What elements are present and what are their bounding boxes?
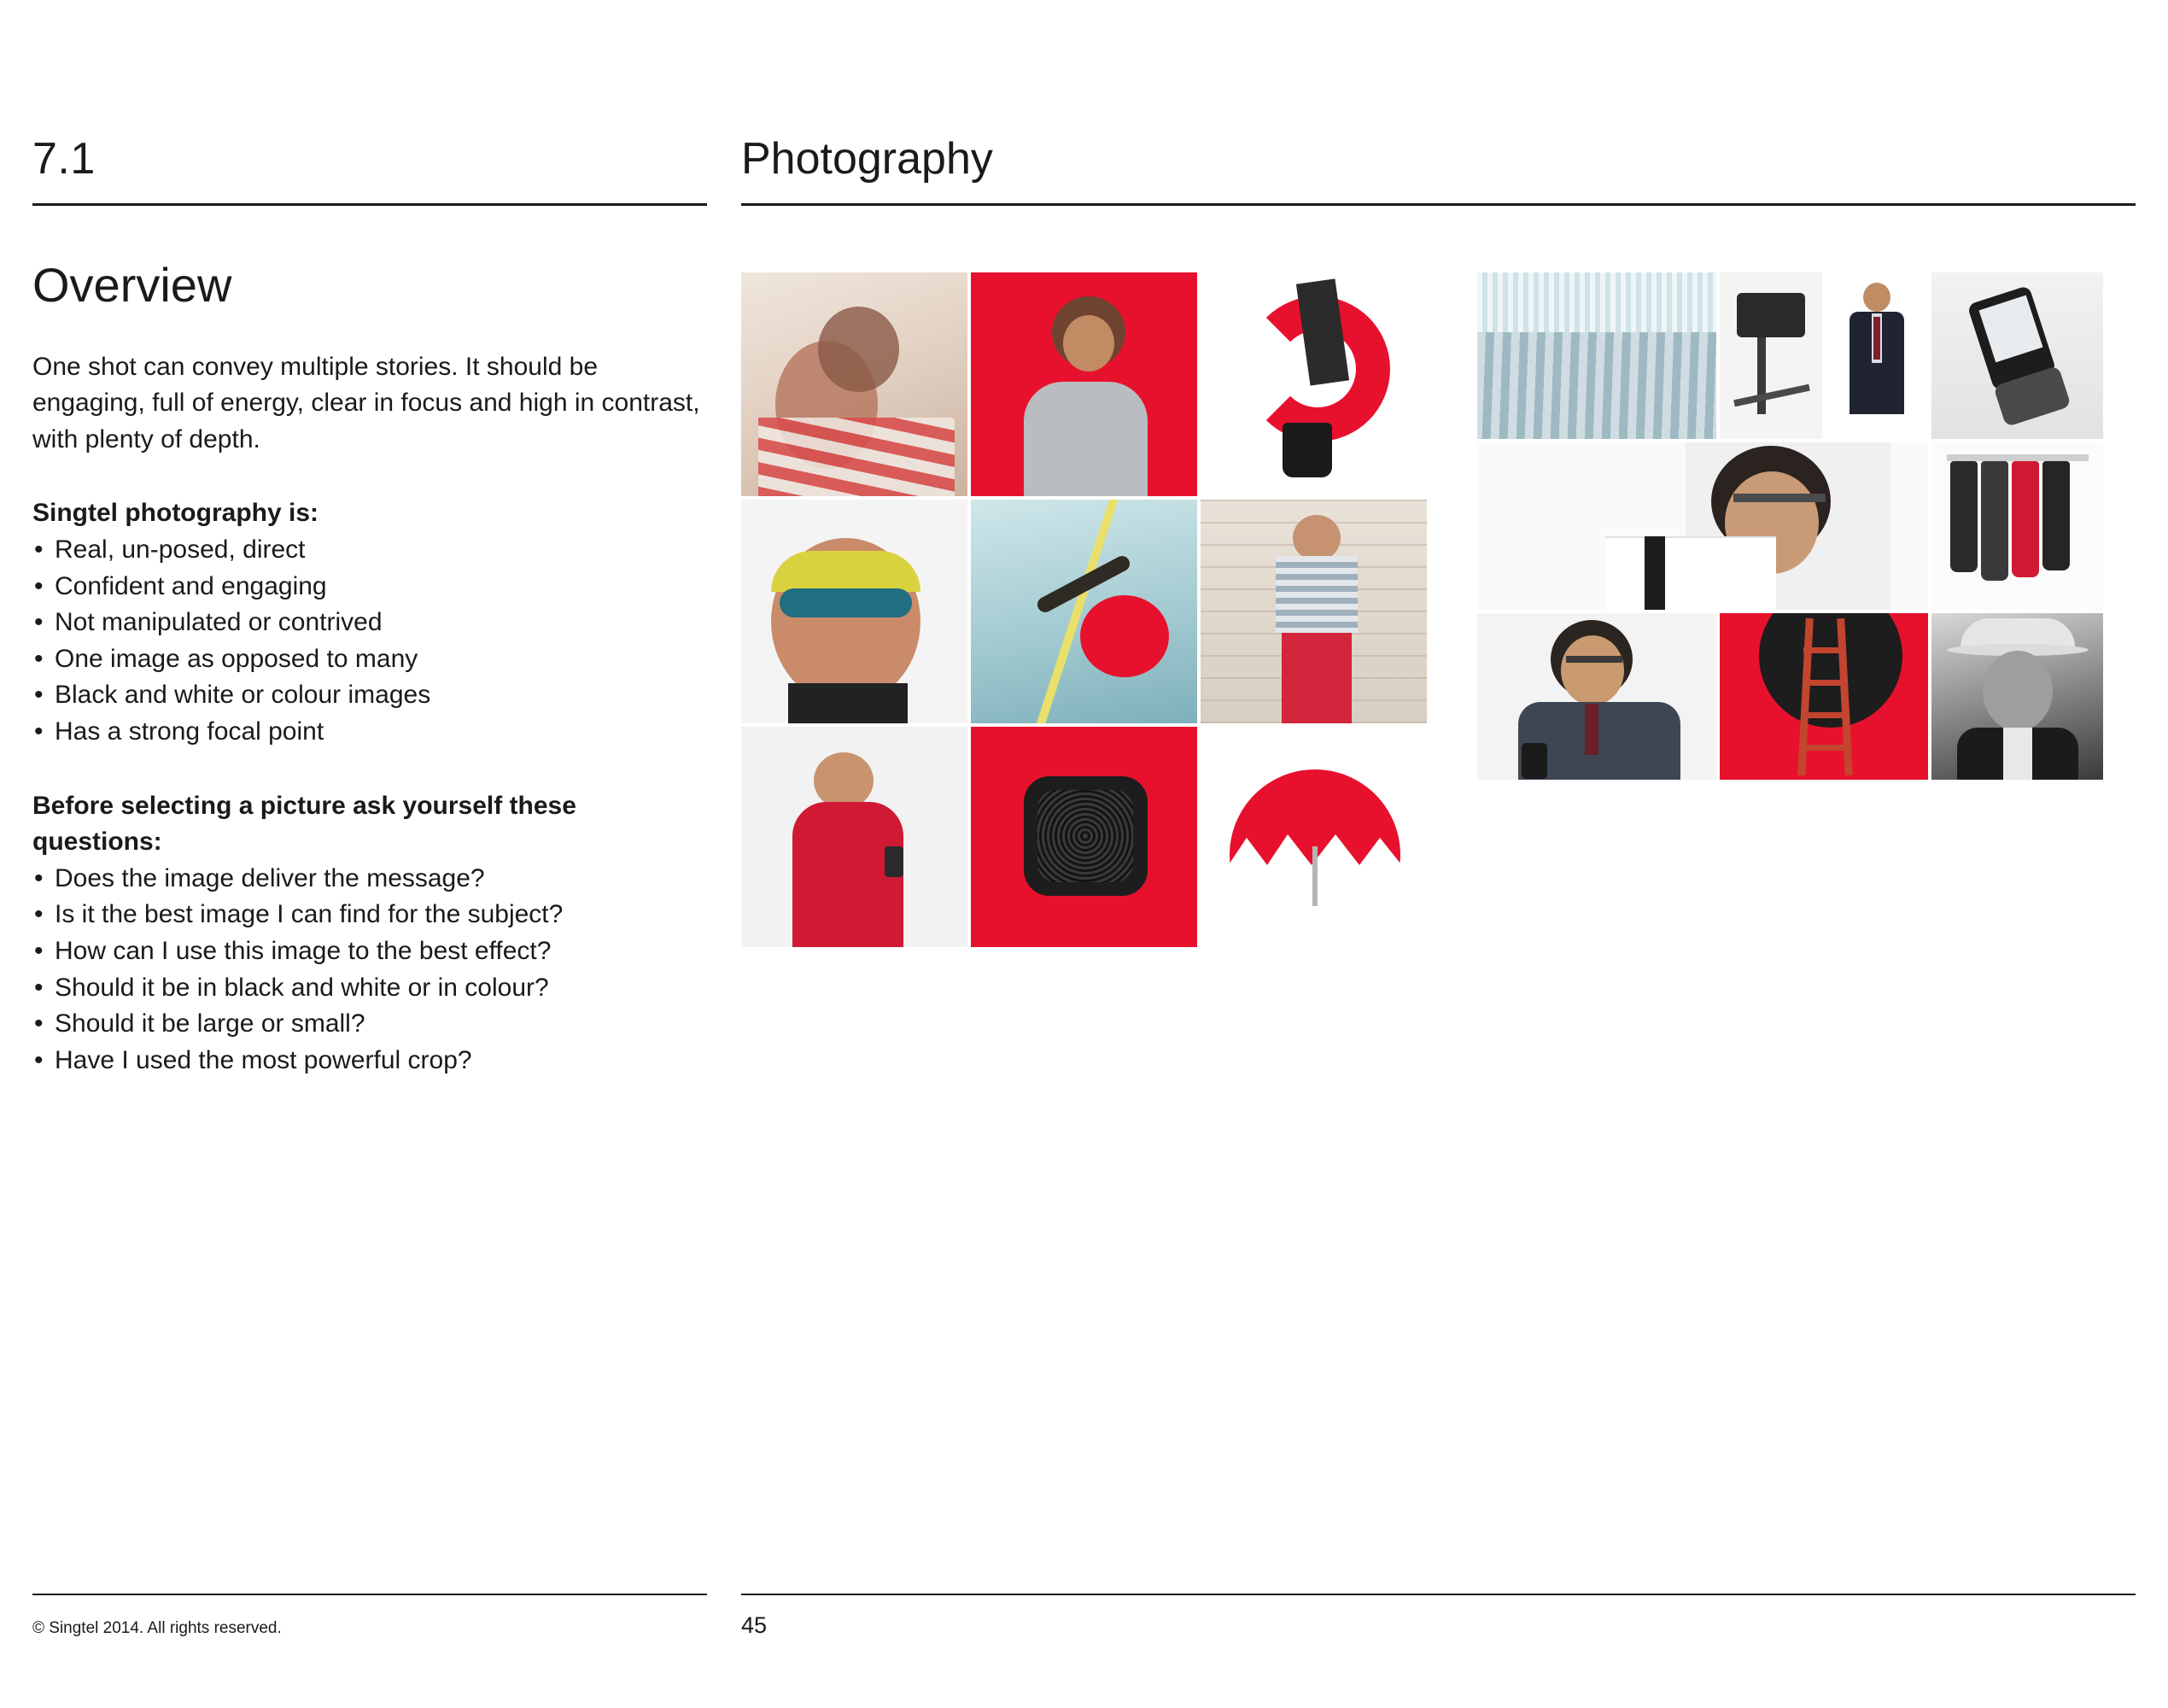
list-item: • How can I use this image to the best effect? <box>32 933 707 970</box>
tshirt-shape <box>1024 382 1148 496</box>
phone-shape <box>1522 743 1547 779</box>
red-jeans <box>1282 633 1352 723</box>
right-column <box>741 134 2136 947</box>
list-item: • Does the image deliver the message? <box>32 861 707 898</box>
photo-legs-red-number <box>1201 272 1427 496</box>
list-item: • Should it be in black and white or in colour? <box>32 970 707 1007</box>
glasses-shape <box>1566 656 1622 663</box>
coat-shape <box>1950 461 1978 572</box>
photo-smartphone-devices <box>1931 272 2103 439</box>
coat-shape <box>1981 461 2008 581</box>
glasses-shape <box>1733 494 1826 502</box>
swimsuit-shape <box>788 683 908 723</box>
left-column <box>32 134 707 1079</box>
coat-shape <box>2042 461 2070 570</box>
intro-paragraph: One shot can convey multiple stories. It should be engaging, full of energy, clear in focus and high in contrast, with plenty of depth. <box>32 352 700 453</box>
photo-bluetooth-speaker <box>971 727 1197 947</box>
tie-shape <box>1585 704 1598 755</box>
photo-businessman-standing <box>1826 272 1928 439</box>
left-header-rule <box>32 203 707 206</box>
red-coat-shape <box>2012 461 2039 577</box>
shirt-shape <box>1605 536 1776 610</box>
head-shape <box>1863 283 1890 312</box>
figure-shape <box>818 307 899 392</box>
photo-woman-laughing-red <box>971 272 1197 496</box>
photo-ladder-on-red <box>1720 613 1928 780</box>
photo-woman-red-jeans <box>1201 500 1427 723</box>
photo-data-centre <box>1477 272 1716 439</box>
face-shape <box>1293 515 1341 561</box>
footer-rule-right <box>741 1594 2136 1595</box>
goggles-shape <box>780 588 912 617</box>
face-shape <box>1561 635 1624 705</box>
bat-head-shape <box>1080 595 1169 677</box>
list-item: • Is it the best image I can find for the subject? <box>32 897 707 933</box>
photography-gallery <box>741 272 2103 947</box>
list-item: • Should it be large or small? <box>32 1006 707 1043</box>
tripod-leg <box>1757 337 1766 414</box>
page-footer <box>0 1594 2168 1645</box>
swim-cap-shape <box>771 551 920 592</box>
photo-table-tennis-bat <box>971 500 1197 723</box>
photo-man-with-phone <box>1477 613 1716 780</box>
server-rows <box>1477 332 1716 439</box>
footer-rule-left <box>32 1594 707 1595</box>
list-item: • Have I used the most powerful crop? <box>32 1043 707 1079</box>
section-number: 7.1 <box>32 134 96 184</box>
stripe-shape <box>758 418 955 496</box>
photo-mother-and-child <box>741 272 967 496</box>
copyright-text: © Singtel 2014. All rights reserved. <box>32 1619 282 1637</box>
speaker-grille <box>1037 790 1133 882</box>
list-two-title: Before selecting a picture ask yourself these questions: <box>32 791 576 857</box>
ladder-rung <box>1803 647 1846 653</box>
photo-red-umbrella <box>1201 727 1427 947</box>
ladder-rung <box>1802 712 1848 718</box>
rail-shape <box>1947 454 2089 461</box>
photo-coat-rack <box>1931 442 2103 610</box>
figure-shape <box>814 752 874 809</box>
photo-man-hat-portrait <box>1931 613 2103 780</box>
tie-shape <box>1645 536 1665 610</box>
photography-attributes-list <box>32 532 707 751</box>
face-shape <box>1983 651 2053 731</box>
page-number: 45 <box>741 1612 768 1638</box>
list-item: • Confident and engaging <box>32 569 707 605</box>
ladder-rung <box>1801 745 1849 751</box>
page-title: Photography <box>741 134 993 184</box>
boot-shape <box>1283 423 1332 477</box>
list-one-title: Singtel photography is: <box>32 499 318 528</box>
phone-shape <box>885 846 903 877</box>
photo-camera-rig <box>1720 272 1822 439</box>
photo-woman-dancing-red-top <box>741 727 967 947</box>
hat-shape <box>1961 618 2075 647</box>
list-item: • Has a strong focal point <box>32 714 707 751</box>
right-header-rule <box>741 203 2136 206</box>
selection-questions-list <box>32 861 707 1079</box>
list-item: • Not manipulated or contrived <box>32 605 707 641</box>
page-heading-overview: Overview <box>32 258 232 312</box>
photo-swimmer-goggles <box>741 500 967 723</box>
umbrella-handle <box>1312 846 1318 906</box>
camera-body <box>1737 293 1805 337</box>
tie-shape <box>1873 317 1880 360</box>
list-item: • Black and white or colour images <box>32 677 707 714</box>
photo-man-thinking-glasses <box>1477 442 1928 610</box>
ladder-rung <box>1803 680 1847 686</box>
striped-top <box>1276 556 1358 633</box>
tshirt-shape <box>2003 728 2032 780</box>
ceiling-lights <box>1477 272 1716 332</box>
list-item: • One image as opposed to many <box>32 641 707 678</box>
list-item: • Real, un-posed, direct <box>32 532 707 569</box>
face-shape <box>1063 315 1114 371</box>
